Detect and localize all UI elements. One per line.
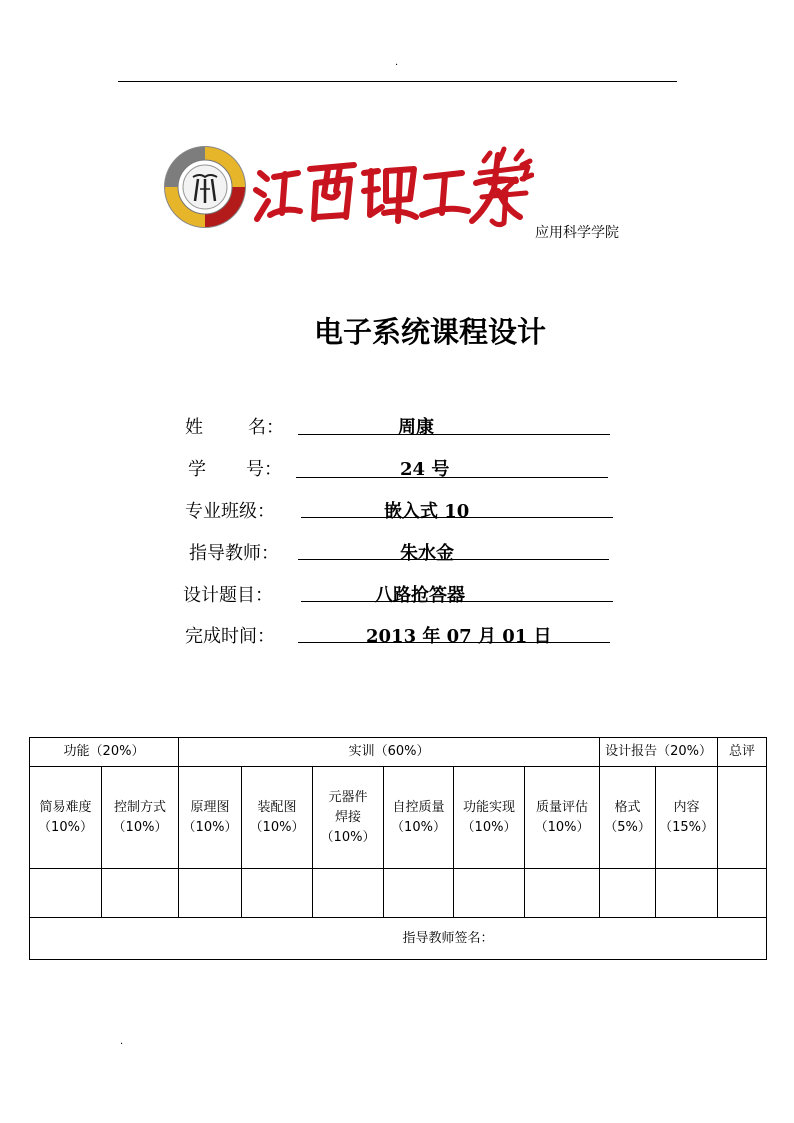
group-report: 设计报告（20%）	[600, 738, 718, 767]
underline	[301, 601, 613, 602]
signature-row	[30, 918, 767, 960]
underline	[298, 642, 610, 643]
item-name: 格式	[614, 799, 641, 815]
item-weight: （10%）	[461, 819, 517, 835]
header-dot: .	[395, 57, 399, 68]
field-value: 周康	[398, 417, 434, 438]
item-name: 质量评估	[536, 799, 589, 815]
underline	[298, 559, 609, 560]
underline	[298, 434, 610, 435]
item-schematic	[179, 767, 242, 869]
group-training: 实训（60%）	[179, 738, 600, 767]
header-rule	[118, 81, 677, 82]
item-quality	[525, 767, 600, 869]
item-weight: （15%）	[659, 819, 715, 835]
field-label: 姓	[185, 417, 203, 438]
item-weight: （10%）	[249, 819, 305, 835]
document-title: 电子系统课程设计	[314, 315, 547, 349]
item-weight: （10%）	[182, 819, 238, 835]
item-name: 焊接	[334, 809, 361, 825]
item-difficulty	[30, 767, 102, 869]
field-label: 号：	[246, 459, 282, 480]
field-label: 指导教师：	[189, 543, 279, 564]
item-name: 原理图	[190, 799, 230, 815]
field-value: 24 号	[400, 459, 450, 480]
underline	[296, 477, 608, 478]
field-label: 专业班级：	[185, 501, 275, 522]
item-weight: （10%）	[320, 829, 376, 845]
signature-label: 指导教师签名：	[402, 930, 494, 946]
field-value: 2013 年 07 月 01 日	[366, 626, 552, 647]
score-cell[interactable]	[242, 869, 313, 918]
field-label: 学	[188, 459, 206, 480]
score-cell[interactable]	[179, 869, 242, 918]
field-label: 完成时间：	[185, 626, 275, 647]
group-function: 功能（20%）	[30, 738, 179, 767]
score-cell[interactable]	[102, 869, 179, 918]
score-cell[interactable]	[525, 869, 600, 918]
item-name: 功能实现	[462, 799, 515, 815]
calligraphy-xue-icon	[476, 143, 534, 233]
item-weight: （10%）	[391, 819, 446, 835]
item-assembly	[242, 767, 313, 869]
field-class	[0, 497, 794, 525]
item-name: 内容	[673, 799, 700, 815]
item-function	[454, 767, 525, 869]
total-empty	[718, 767, 767, 869]
item-weight: （10%）	[112, 819, 168, 835]
item-weight: （10%）	[534, 819, 590, 835]
score-cell[interactable]	[718, 869, 767, 918]
item-self-quality	[384, 767, 454, 869]
score-cell[interactable]	[656, 869, 718, 918]
score-table	[29, 737, 767, 960]
item-name: 简易难度	[39, 799, 92, 815]
item-weight: （10%）	[38, 819, 93, 835]
field-value: 嵌入式 10	[384, 501, 470, 522]
university-logo	[164, 143, 534, 233]
field-value: 八路抢答器	[375, 585, 465, 606]
field-student-id	[0, 455, 794, 483]
score-cell[interactable]	[384, 869, 454, 918]
score-cell[interactable]	[30, 869, 102, 918]
score-cell[interactable]	[313, 869, 384, 918]
field-name	[0, 413, 794, 441]
item-name: 自控质量	[392, 799, 445, 815]
field-label: 设计题目：	[183, 585, 273, 606]
college-name: 应用科学学院	[535, 225, 619, 241]
item-weight: （5%）	[604, 819, 651, 835]
underline	[301, 517, 613, 518]
field-advisor	[0, 539, 794, 567]
field-value: 朱水金	[400, 543, 454, 564]
field-label: 名：	[248, 417, 284, 438]
item-content	[656, 767, 718, 869]
score-cell[interactable]	[600, 869, 656, 918]
footer-dot: .	[120, 1036, 124, 1047]
item-control	[102, 767, 179, 869]
group-total: 总评	[718, 738, 767, 767]
item-soldering	[313, 767, 384, 869]
item-name: 控制方式	[113, 799, 166, 815]
field-date	[0, 622, 794, 650]
item-name: 元器件	[328, 789, 368, 805]
item-format	[600, 767, 656, 869]
score-cell[interactable]	[454, 869, 525, 918]
field-topic	[0, 581, 794, 609]
item-name: 装配图	[257, 799, 297, 815]
